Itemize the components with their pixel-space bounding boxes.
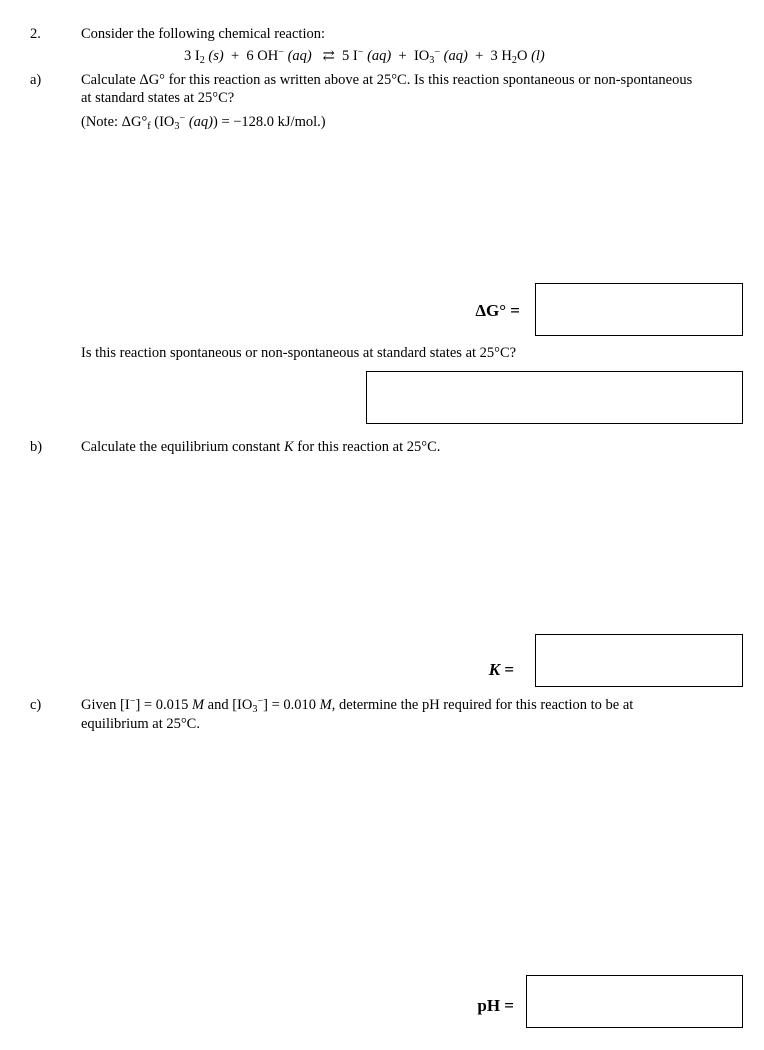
note-sub-f: f <box>147 121 151 132</box>
part-b-question-post: for this reaction at 25°C. <box>293 439 441 455</box>
reaction-equation <box>184 48 545 65</box>
c-unit-m2: M <box>319 697 332 713</box>
plus-sign: + <box>398 48 407 64</box>
part-a-note <box>81 114 326 131</box>
reactant-iodine: 3 I <box>184 48 200 64</box>
part-b-question-pre: Calculate the equilibrium constant <box>81 439 284 455</box>
c-unit-m1: M <box>191 697 205 713</box>
product-water-tail: O <box>516 48 528 64</box>
part-b-question <box>81 439 440 456</box>
problem-intro: Consider the following chemical reaction: <box>81 26 326 42</box>
delta-g-answer-box[interactable] <box>535 283 743 336</box>
part-b-label: b) <box>30 439 43 455</box>
ph-answer-box[interactable] <box>526 975 743 1028</box>
plus-sign: + <box>230 48 240 64</box>
product-water: 3 H <box>490 48 512 64</box>
product-iodide: 5 I <box>342 48 358 64</box>
problem-number: 2. <box>30 26 41 42</box>
product-iodate-charge: − <box>434 47 441 58</box>
part-c-label: c) <box>30 697 42 713</box>
product-iodate-state: (aq) <box>443 48 468 64</box>
reactant-iodine-sub: 2 <box>199 55 205 66</box>
reactant-hydroxide: 6 OH <box>246 48 279 64</box>
delta-g-answer-label: ΔG° = <box>475 301 520 320</box>
product-water-sub: 2 <box>511 55 517 66</box>
c-iodate-sub: 3 <box>252 704 258 715</box>
ph-answer-label: pH = <box>477 996 514 1015</box>
c-and-iodate: and [IO <box>204 697 253 713</box>
part-c-question-line1 <box>81 697 633 714</box>
product-iodate: IO <box>413 48 430 64</box>
c-iodate-charge: − <box>257 696 264 707</box>
product-iodate-sub: 3 <box>429 55 435 66</box>
reactant-hydroxide-charge: − <box>278 47 284 58</box>
note-value: ) = −128.0 kJ/mol.) <box>212 114 326 130</box>
k-answer-label: K = <box>488 660 514 679</box>
part-a-label: a) <box>30 72 42 88</box>
spontaneity-answer-box[interactable] <box>366 371 743 424</box>
k-answer-box[interactable] <box>535 634 743 687</box>
product-iodide-charge: − <box>357 47 364 58</box>
note-prefix: (Note: ΔG° <box>81 114 148 130</box>
reactant-hydroxide-state: (aq) <box>287 48 312 64</box>
part-b-question-var: K <box>283 439 294 455</box>
note-state: (aq) <box>185 114 213 130</box>
product-water-state: (l) <box>531 48 545 64</box>
part-a-question-line2: at standard states at 25°C? <box>81 90 235 106</box>
part-a-spontaneity-question: Is this reaction spontaneous or non-spontaneous at standard states at 25°C? <box>81 345 517 361</box>
note-iodate: (IO <box>150 114 175 130</box>
note-iodate-charge: − <box>179 113 186 124</box>
part-c-question-line2: equilibrium at 25°C. <box>81 716 200 732</box>
reactant-iodine-state: (s) <box>208 48 224 64</box>
c-iodate-conc: ] = 0.010 <box>263 697 320 713</box>
c-iodide-charge: − <box>129 696 136 707</box>
plus-sign: + <box>475 48 484 64</box>
c-iodide-conc: ] = 0.015 <box>135 697 192 713</box>
product-iodide-state: (aq) <box>367 48 392 64</box>
c-given: Given [I <box>81 697 130 713</box>
equilibrium-arrow-icon: ⇄ <box>322 48 335 64</box>
part-a-question-line1: Calculate ΔG° for this reaction as written above at 25°C. Is this reaction spontaneous or non-spontaneous <box>81 72 693 88</box>
note-iodate-sub: 3 <box>174 121 180 132</box>
c-question-tail: , determine the pH required for this reaction to be at <box>331 697 634 713</box>
